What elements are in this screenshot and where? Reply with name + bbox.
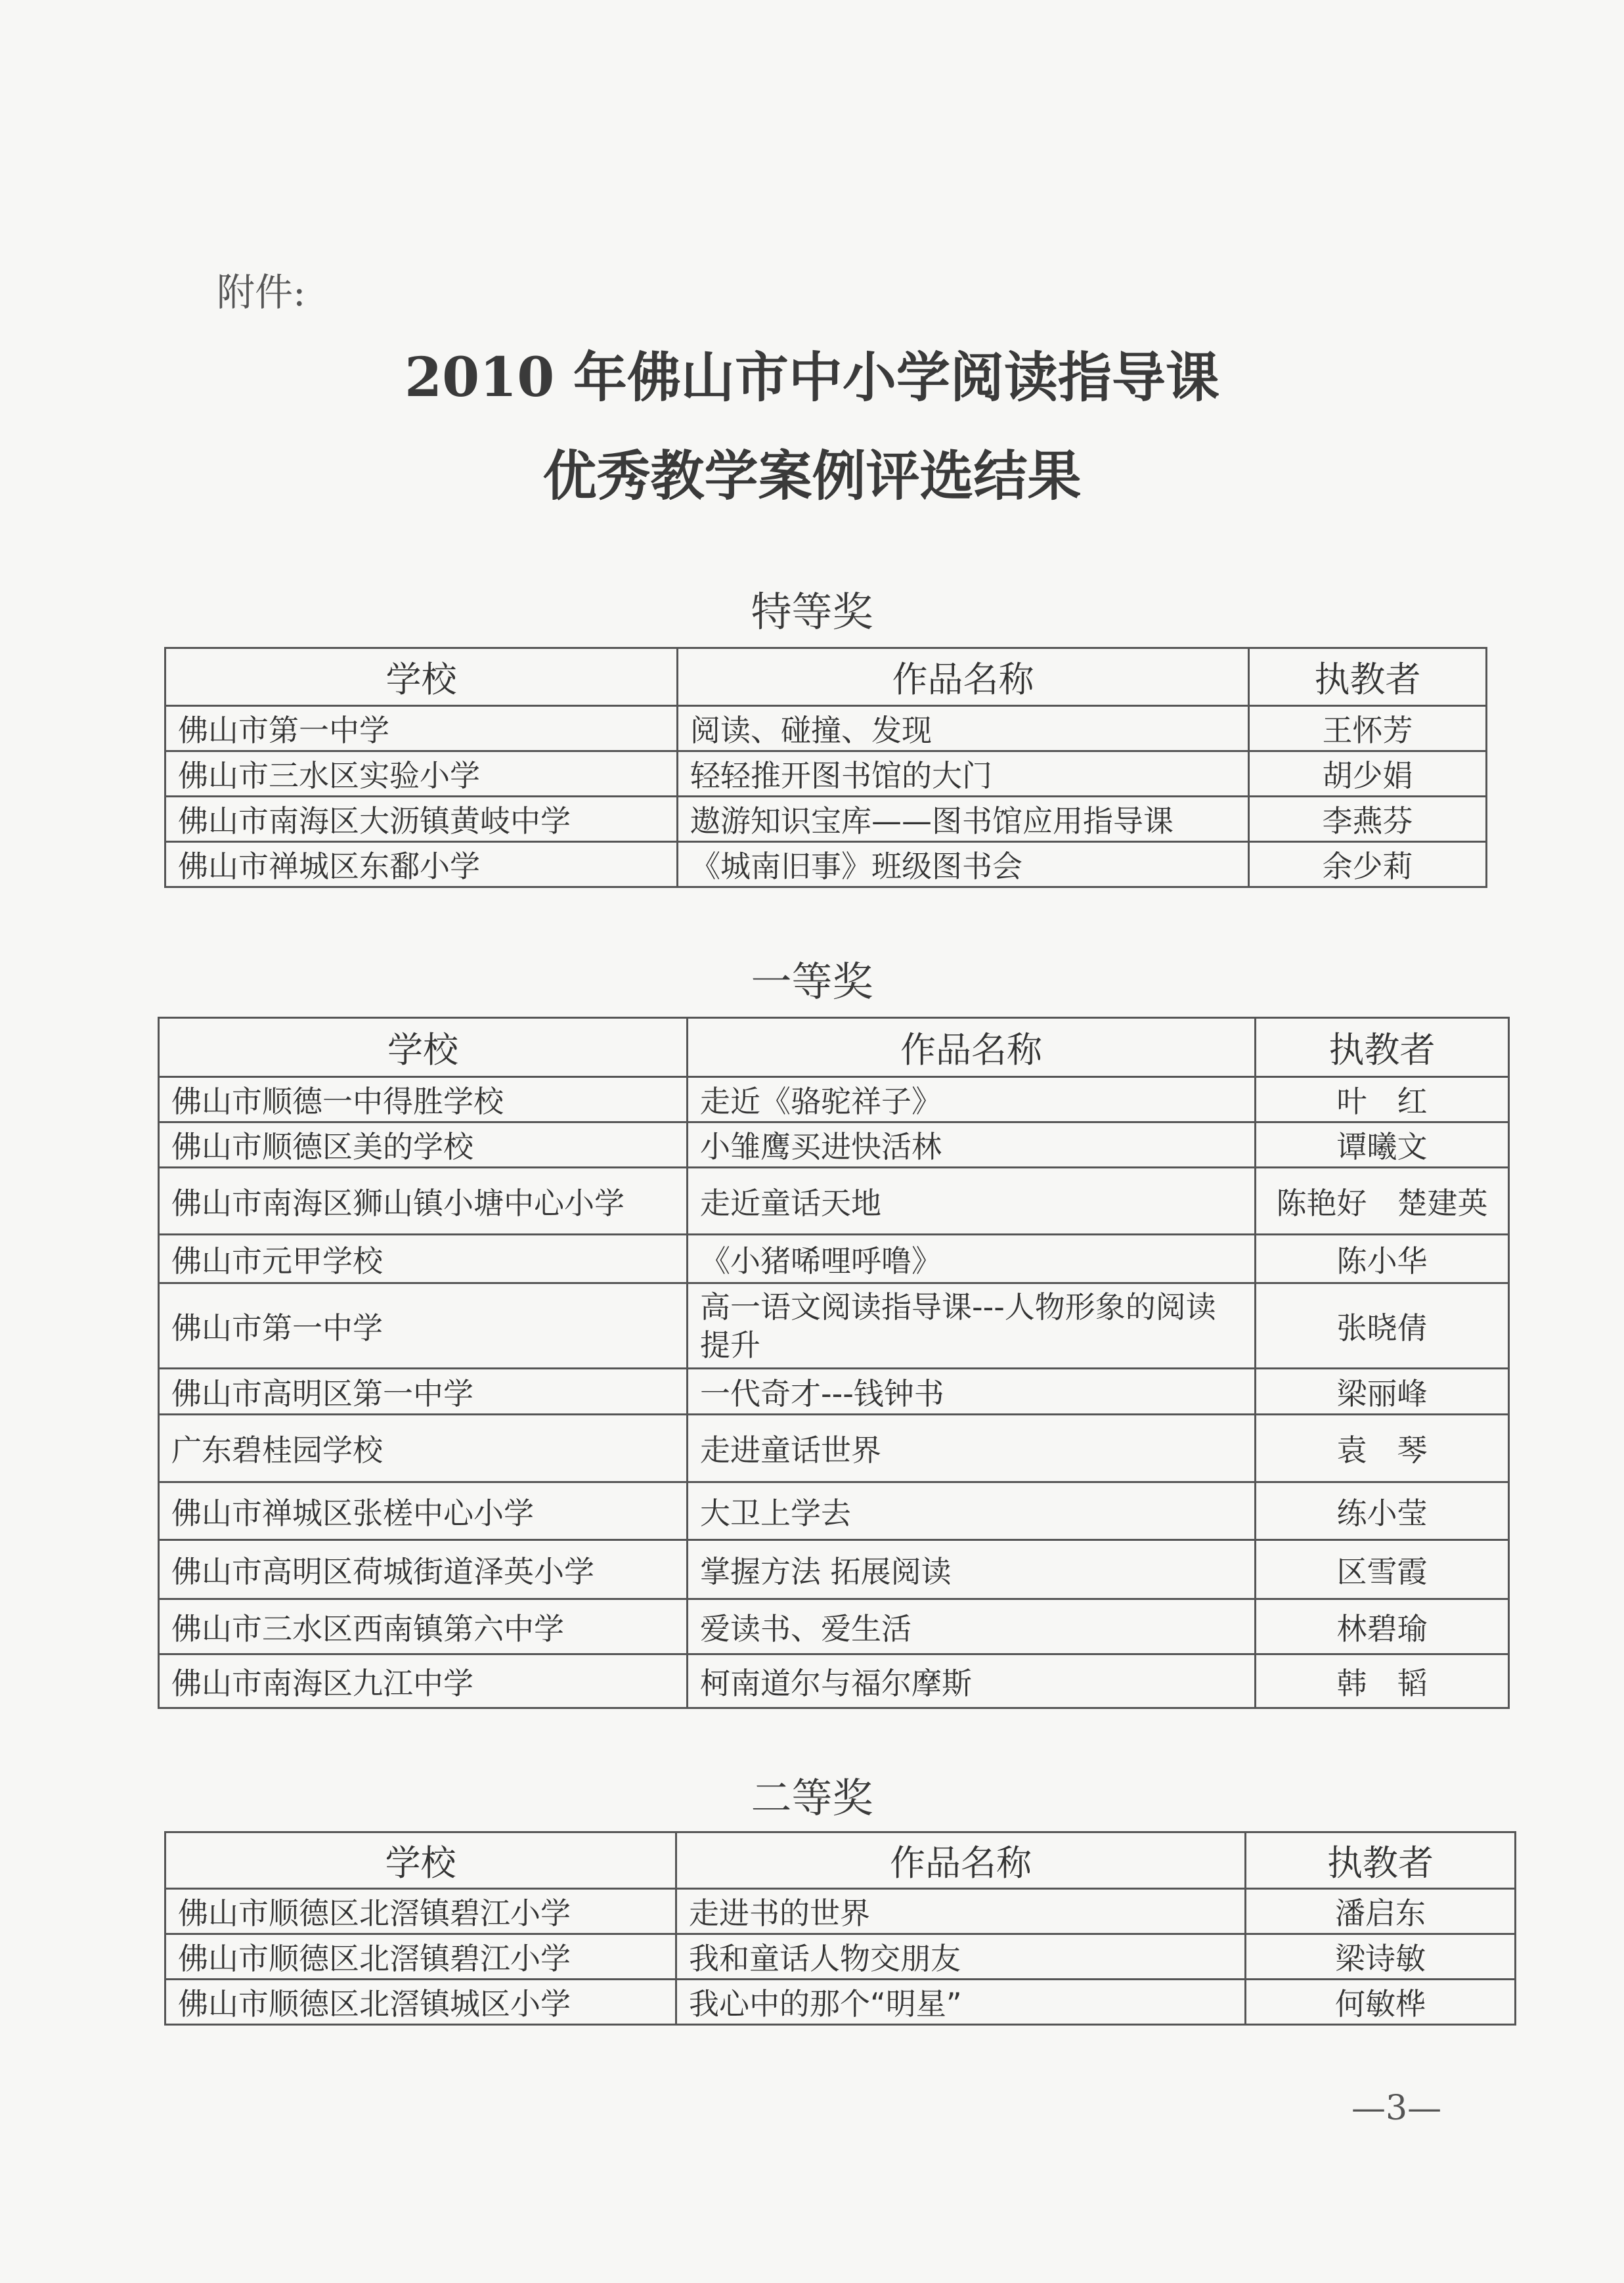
teacher-cell: 叶 红: [1256, 1077, 1509, 1122]
work-title-cell: 我和童话人物交朋友: [676, 1934, 1246, 1980]
teacher-cell: 胡少娟: [1249, 751, 1487, 797]
header-teacher: 执教者: [1246, 1832, 1516, 1889]
table-row: [159, 1654, 1509, 1708]
work-title-cell: 大卫上学去: [688, 1482, 1256, 1540]
table-row: [159, 1482, 1509, 1540]
work-title-cell: 走近《骆驼祥子》: [688, 1077, 1256, 1122]
school-cell: 佛山市禅城区东鄱小学: [165, 842, 678, 887]
teacher-cell: 谭曦文: [1256, 1122, 1509, 1168]
teacher-cell: 陈小华: [1256, 1235, 1509, 1283]
teacher-cell: 李燕芬: [1249, 797, 1487, 842]
school-cell: 佛山市禅城区张槎中心小学: [159, 1482, 688, 1540]
school-cell: 佛山市三水区实验小学: [165, 751, 678, 797]
teacher-cell: 张晓倩: [1256, 1283, 1509, 1369]
teacher-cell: 袁 琴: [1256, 1415, 1509, 1482]
table-row: [159, 1599, 1509, 1654]
school-cell: 佛山市南海区九江中学: [159, 1654, 688, 1708]
table-row: [165, 1889, 1516, 1934]
school-cell: 佛山市顺德区美的学校: [159, 1122, 688, 1168]
first-award-table: [158, 1017, 1510, 1709]
school-cell: 广东碧桂园学校: [159, 1415, 688, 1482]
teacher-cell: 陈艳好 楚建英: [1256, 1168, 1509, 1235]
header-work-title: 作品名称: [678, 648, 1249, 706]
table-row: [159, 1540, 1509, 1599]
work-title-cell: 《城南旧事》班级图书会: [678, 842, 1249, 887]
table-row: [159, 1235, 1509, 1283]
school-cell: 佛山市南海区大沥镇黄岐中学: [165, 797, 678, 842]
school-cell: 佛山市顺德区北滘镇城区小学: [165, 1980, 676, 2025]
table-header-row: [165, 1832, 1516, 1889]
school-cell: 佛山市第一中学: [159, 1283, 688, 1369]
header-teacher: 执教者: [1249, 648, 1487, 706]
school-cell: 佛山市顺德区北滘镇碧江小学: [165, 1889, 676, 1934]
table-row: [159, 1077, 1509, 1122]
table-row: [159, 1168, 1509, 1235]
teacher-cell: 何敏桦: [1246, 1980, 1516, 2025]
work-title-cell: 《小猪唏哩呼噜》: [688, 1235, 1256, 1283]
work-title-cell: 掌握方法 拓展阅读: [688, 1540, 1256, 1599]
document-title-line2: 优秀教学案例评选结果: [542, 445, 1082, 508]
table-row: [159, 1369, 1509, 1415]
school-cell: 佛山市元甲学校: [159, 1235, 688, 1283]
work-title-cell: 一代奇才---钱钟书: [688, 1369, 1256, 1415]
work-title-cell: 走进书的世界: [676, 1889, 1246, 1934]
teacher-cell: 韩 韬: [1256, 1654, 1509, 1708]
teacher-cell: 梁丽峰: [1256, 1369, 1509, 1415]
teacher-cell: 王怀芳: [1249, 706, 1487, 751]
header-school: 学校: [165, 1832, 676, 1889]
header-work-title: 作品名称: [688, 1018, 1256, 1077]
special-award-table: [164, 647, 1487, 888]
table-row: [165, 1934, 1516, 1980]
work-title-cell: 走近童话天地: [688, 1168, 1256, 1235]
section-title-special-award: 特等奖: [751, 588, 873, 636]
table-row: [159, 1122, 1509, 1168]
table-row: [159, 1415, 1509, 1482]
table-row: [165, 842, 1487, 887]
header-school: 学校: [165, 648, 678, 706]
table-header-row: [159, 1018, 1509, 1077]
work-title-cell: 柯南道尔与福尔摩斯: [688, 1654, 1256, 1708]
teacher-cell: 林碧瑜: [1256, 1599, 1509, 1654]
table-row: [165, 751, 1487, 797]
work-title-cell: 阅读、碰撞、发现: [678, 706, 1249, 751]
school-cell: 佛山市高明区荷城街道泽英小学: [159, 1540, 688, 1599]
school-cell: 佛山市顺德区北滘镇碧江小学: [165, 1934, 676, 1980]
header-teacher: 执教者: [1256, 1018, 1509, 1077]
table-row: [165, 706, 1487, 751]
teacher-cell: 练小莹: [1256, 1482, 1509, 1540]
school-cell: 佛山市顺德一中得胜学校: [159, 1077, 688, 1122]
work-title-cell: 轻轻推开图书馆的大门: [678, 751, 1249, 797]
school-cell: 佛山市南海区狮山镇小塘中心小学: [159, 1168, 688, 1235]
teacher-cell: 余少莉: [1249, 842, 1487, 887]
second-award-table: [164, 1831, 1516, 2026]
teacher-cell: 区雪霞: [1256, 1540, 1509, 1599]
page-number: —3—: [1351, 2089, 1442, 2128]
work-title-cell: 高一语文阅读指导课---人物形象的阅读提升: [688, 1283, 1256, 1369]
table-row: [165, 797, 1487, 842]
teacher-cell: 梁诗敏: [1246, 1934, 1516, 1980]
work-title-cell: 爱读书、爱生活: [688, 1599, 1256, 1654]
table-row: [159, 1283, 1509, 1369]
work-title-cell: 小雏鹰买进快活林: [688, 1122, 1256, 1168]
school-cell: 佛山市第一中学: [165, 706, 678, 751]
table-row: [165, 1980, 1516, 2025]
work-title-cell: 遨游知识宝库——图书馆应用指导课: [678, 797, 1249, 842]
school-cell: 佛山市高明区第一中学: [159, 1369, 688, 1415]
work-title-cell: 我心中的那个“明星”: [676, 1980, 1246, 2025]
header-work-title: 作品名称: [676, 1832, 1246, 1889]
document-title-line1: 2010 年佛山市中小学阅读指导课: [405, 346, 1219, 409]
header-school: 学校: [159, 1018, 688, 1077]
section-title-first-award: 一等奖: [751, 958, 873, 1006]
work-title-cell: 走进童话世界: [688, 1415, 1256, 1482]
teacher-cell: 潘启东: [1246, 1889, 1516, 1934]
school-cell: 佛山市三水区西南镇第六中学: [159, 1599, 688, 1654]
section-title-second-award: 二等奖: [751, 1774, 873, 1822]
table-header-row: [165, 648, 1487, 706]
attachment-label: 附件:: [217, 270, 306, 315]
